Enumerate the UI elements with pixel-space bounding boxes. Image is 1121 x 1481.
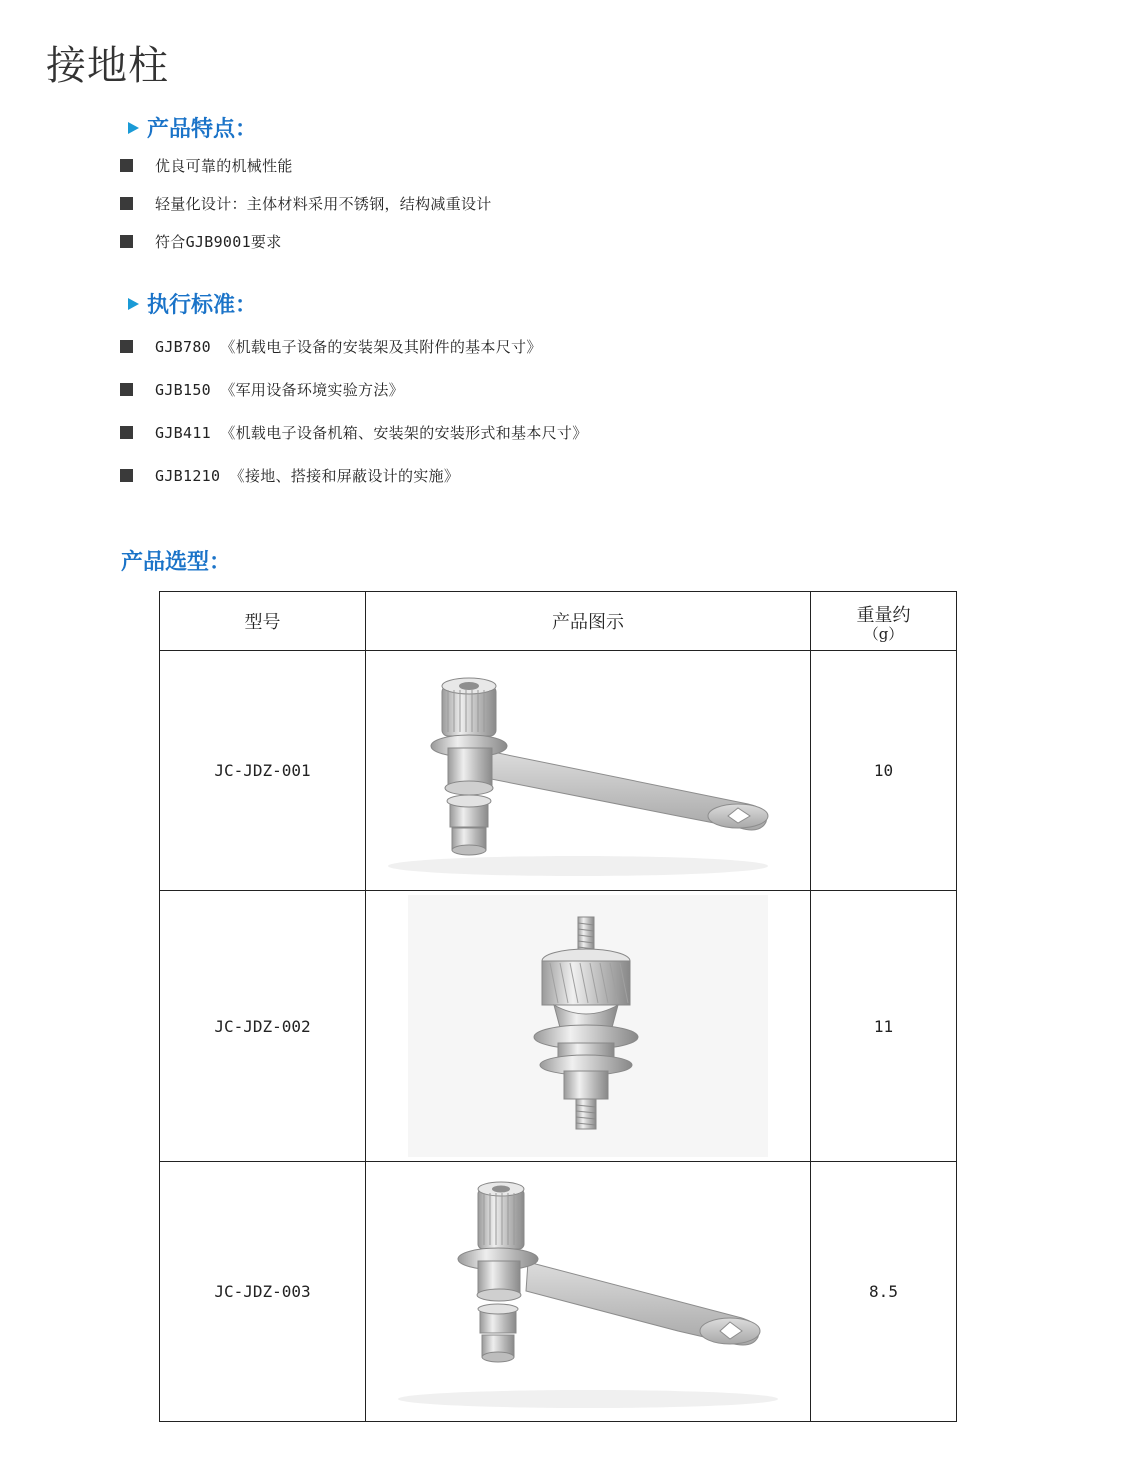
model-cell: JC-JDZ-002 <box>160 891 366 1162</box>
model-cell: JC-JDZ-003 <box>160 1162 366 1422</box>
column-header-image: 产品图示 <box>366 592 811 651</box>
list-item: 优良可靠的机械性能 <box>120 155 492 175</box>
features-heading-label: 产品特点： <box>147 117 258 142</box>
grounding-post-with-lug-icon <box>378 656 798 886</box>
weight-cell: 10 <box>811 651 957 891</box>
table-row <box>160 651 957 891</box>
selection-table <box>159 591 957 1422</box>
column-header-weight <box>811 592 957 651</box>
model-cell: JC-JDZ-001 <box>160 651 366 891</box>
weight-header-label: 重量约 <box>856 604 911 626</box>
square-bullet-icon <box>120 197 133 210</box>
product-image-cell <box>366 1162 811 1422</box>
table-header-row <box>160 592 957 651</box>
table-row <box>160 1162 957 1422</box>
square-bullet-icon <box>120 159 133 172</box>
list-item: 符合GJB9001要求 <box>120 231 492 251</box>
column-header-model: 型号 <box>160 592 366 651</box>
table-row <box>160 891 957 1162</box>
selection-heading: 产品选型： <box>121 550 232 575</box>
weight-header-unit: （g） <box>863 624 904 643</box>
product-image-cell <box>366 891 811 1162</box>
product-image-cell <box>366 651 811 891</box>
square-bullet-icon <box>120 469 133 482</box>
weight-cell: 11 <box>811 891 957 1162</box>
list-item: GJB1210 《接地、搭接和屏蔽设计的实施》 <box>120 465 588 485</box>
square-bullet-icon <box>120 235 133 248</box>
features-list <box>120 155 492 251</box>
standards-list <box>120 336 588 485</box>
grounding-post-threaded-icon <box>408 895 768 1157</box>
list-item: GJB411 《机载电子设备机箱、安装架的安装形式和基本尺寸》 <box>120 422 588 442</box>
page-title: 接地柱 <box>46 43 169 89</box>
grounding-post-with-lug-icon <box>378 1167 798 1417</box>
weight-cell: 8.5 <box>811 1162 957 1422</box>
features-heading <box>128 112 257 143</box>
triangle-bullet-icon <box>128 298 139 310</box>
triangle-bullet-icon <box>128 122 139 134</box>
list-item: GJB150 《军用设备环境实验方法》 <box>120 379 588 399</box>
square-bullet-icon <box>120 340 133 353</box>
standards-heading-label: 执行标准： <box>147 293 258 318</box>
standards-heading <box>128 288 257 319</box>
list-item: 轻量化设计：主体材料采用不锈钢，结构减重设计 <box>120 193 492 213</box>
square-bullet-icon <box>120 383 133 396</box>
list-item: GJB780 《机载电子设备的安装架及其附件的基本尺寸》 <box>120 336 588 356</box>
square-bullet-icon <box>120 426 133 439</box>
